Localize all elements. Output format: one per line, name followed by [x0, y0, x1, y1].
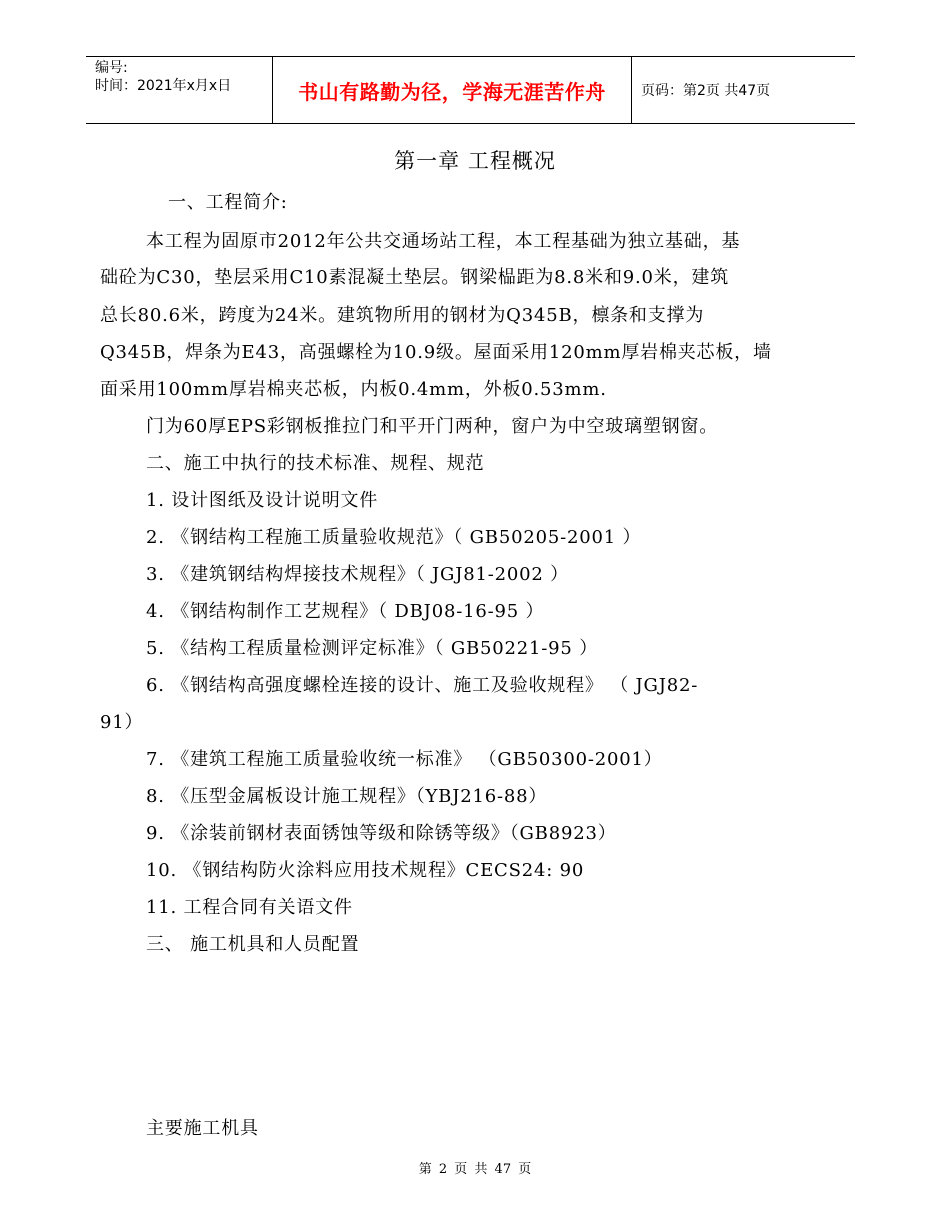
doors-line: 门为60厚EPS彩钢板推拉门和平开门两种，窗户为中空玻璃塑钢窗。 [146, 416, 719, 437]
standard-item: 11. 工程合同有关语文件 [146, 897, 353, 918]
standard-item: 4. 《钢结构制作工艺规程》（ DBJ08-16-95 ） [146, 601, 545, 622]
equipment-heading: 主要施工机具 [146, 1118, 259, 1139]
section-heading-intro: 一、工程简介: [168, 192, 288, 213]
standard-item: 9. 《涂装前钢材表面锈蚀等级和除锈等级》（GB8923） [146, 823, 617, 844]
document-number-label: 编号: [95, 60, 128, 76]
standard-item: 10. 《钢结构防火涂料应用技术规程》CECS24: 90 [146, 860, 585, 881]
standard-item-continuation: 91） [100, 712, 144, 733]
header-meta [86, 57, 272, 123]
standard-item: 7. 《建筑工程施工质量验收统一标准》 （GB50300-2001） [146, 749, 663, 770]
intro-line: 总长80.6米，跨度为24米。建筑物所用的钢材为Q345B，檩条和支撑为 [100, 305, 705, 326]
chapter-title: 第一章 工程概况 [394, 149, 556, 173]
document-time-label: 时间：2021年x月x日 [95, 78, 232, 94]
standard-item: 1. 设计图纸及设计说明文件 [146, 490, 379, 511]
intro-line: 本工程为固原市2012年公共交通场站工程，本工程基础为独立基础，基 [146, 231, 741, 252]
standard-item: 3. 《建筑钢结构焊接技术规程》（ JGJ81-2002 ） [146, 564, 569, 585]
section-heading-equipment: 三、 施工机具和人员配置 [146, 934, 360, 955]
intro-line: 础砼为C30，垫层采用C10素混凝土垫层。钢梁榀距为8.8米和9.0米，建筑 [100, 267, 730, 288]
page-footer: 第 2 页 共 47 页 [418, 1162, 532, 1177]
document-header [86, 56, 855, 124]
section-heading-standards: 二、施工中执行的技术标准、规程、规范 [146, 453, 485, 474]
header-page-info: 页码：第2页 共47页 [641, 83, 771, 99]
standard-item: 8. 《压型金属板设计施工规程》（YBJ216-88） [146, 786, 548, 807]
standard-item: 6. 《钢结构高强度螺栓连接的设计、施工及验收规程》 （ JGJ82- [146, 675, 699, 696]
intro-line: Q345B，焊条为E43，高强螺栓为10.9级。屋面采用120mm厚岩棉夹芯板，墙 [100, 342, 772, 363]
standard-item: 2. 《钢结构工程施工质量验收规范》（ GB50205-2001 ） [146, 527, 642, 548]
header-motto: 书山有路勤为径，学海无涯苦作舟 [272, 57, 632, 123]
standard-item: 5. 《结构工程质量检测评定标准》（ GB50221-95 ） [146, 638, 598, 659]
intro-line: 面采用100mm厚岩棉夹芯板，内板0.4mm，外板0.53mm. [100, 379, 607, 400]
